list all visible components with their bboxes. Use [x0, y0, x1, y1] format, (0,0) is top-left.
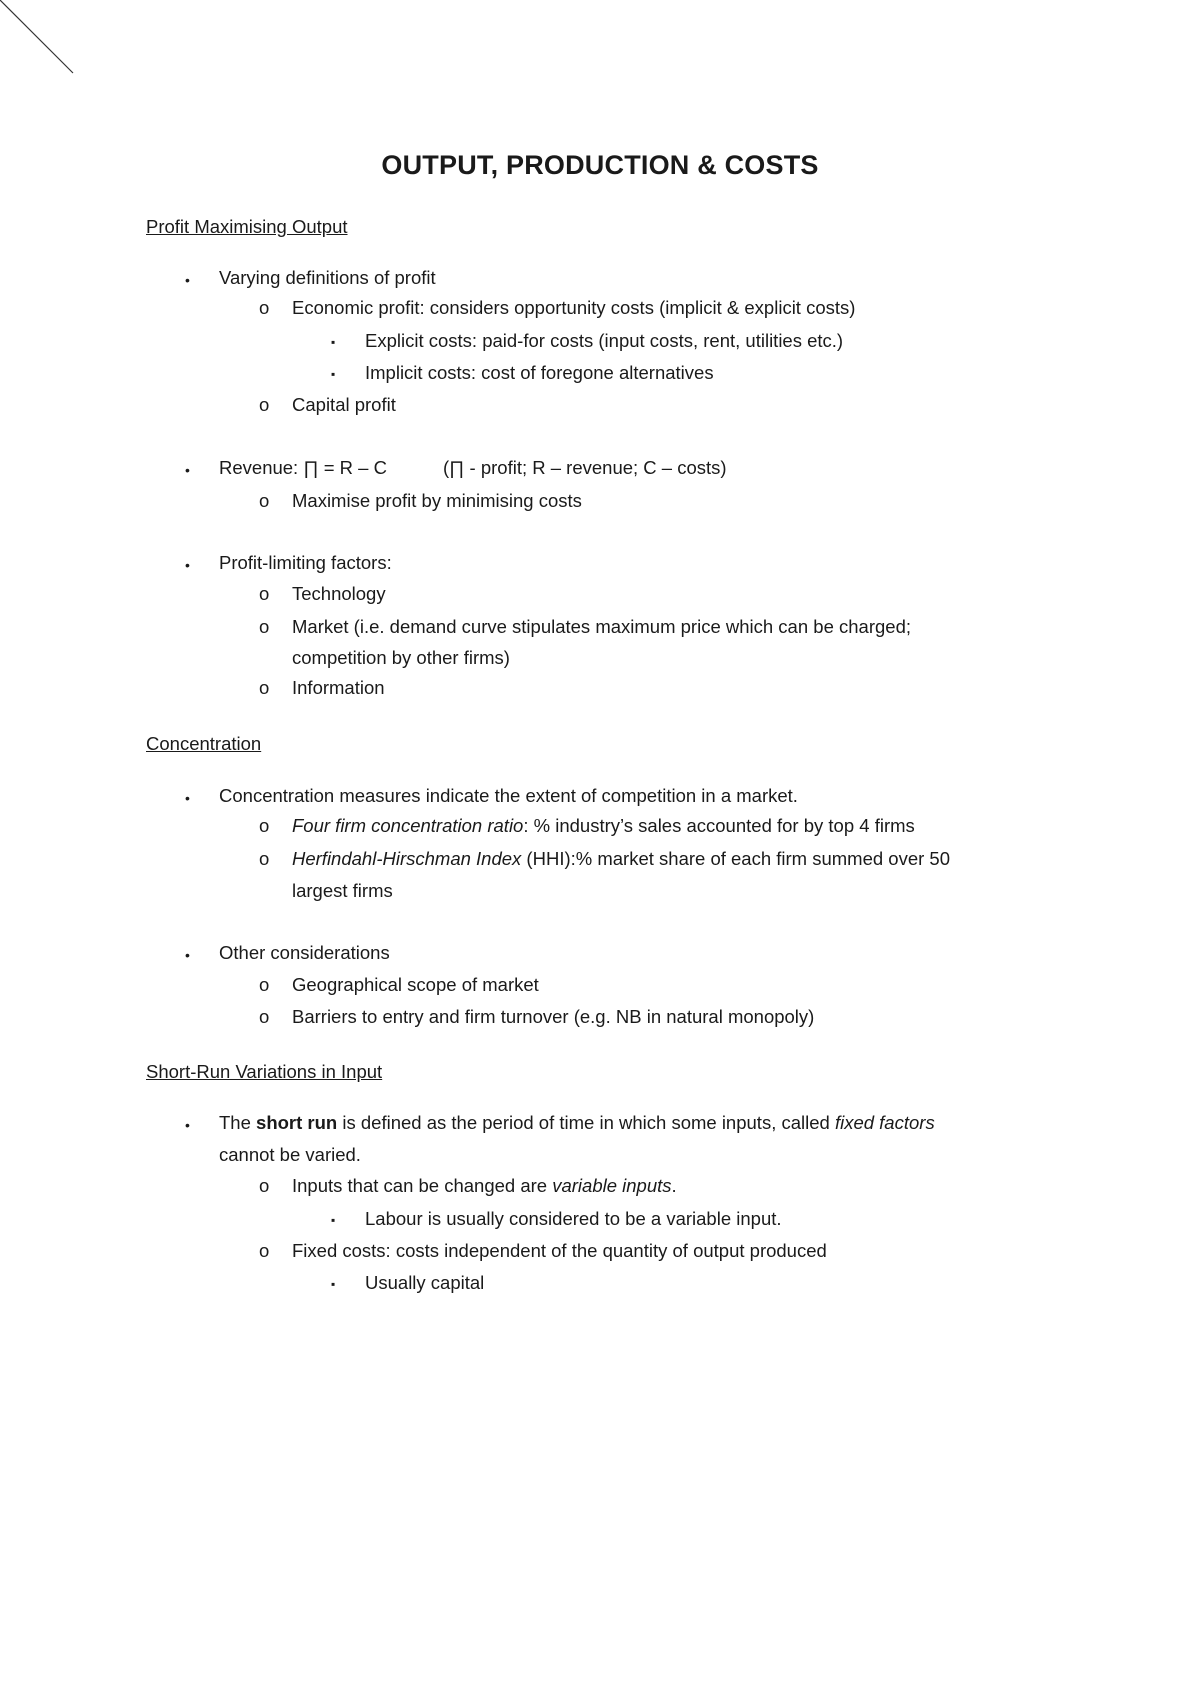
- term-fixed-factors: fixed factors: [834, 1112, 935, 1133]
- bullet-marker: •: [185, 272, 190, 288]
- definition-text: (HHI):% market share of each firm summed over 50: [521, 848, 951, 869]
- square-bullet-marker: ▪: [331, 1277, 336, 1291]
- list-item: Varying definitions of profit: [219, 267, 436, 288]
- square-bullet-marker: ▪: [331, 1213, 336, 1227]
- sub-bullet-marker: o: [259, 848, 270, 869]
- list-item-continuation: largest firms: [292, 880, 393, 901]
- text-run: is defined as the period of time in which some inputs, called: [337, 1112, 835, 1133]
- list-item: Capital profit: [292, 394, 396, 415]
- list-item: Usually capital: [365, 1272, 485, 1293]
- text-run: .: [671, 1175, 677, 1196]
- bullet-marker: •: [185, 1117, 190, 1133]
- section-heading-concentration: Concentration: [146, 733, 262, 754]
- list-item: Geographical scope of market: [292, 974, 539, 995]
- definition-text: : % industry’s sales accounted for by top 4 firms: [523, 815, 915, 836]
- list-item: Maximise profit by minimising costs: [292, 490, 582, 511]
- list-item: Other considerations: [219, 942, 390, 963]
- bullet-marker: •: [185, 947, 190, 963]
- list-item: Economic profit: considers opportunity costs (implicit & explicit costs): [292, 297, 856, 318]
- square-bullet-marker: ▪: [331, 335, 336, 349]
- list-item: [292, 1175, 677, 1197]
- sub-bullet-marker: o: [259, 297, 270, 318]
- sub-bullet-marker: o: [259, 616, 270, 637]
- corner-diagonal-line: [0, 0, 80, 80]
- list-item: Information: [292, 677, 385, 698]
- document-title: OUTPUT, PRODUCTION & COSTS: [381, 150, 819, 180]
- list-item: Implicit costs: cost of foregone alternatives: [365, 362, 714, 383]
- list-item: [292, 848, 950, 870]
- list-item: Explicit costs: paid-for costs (input costs, rent, utilities etc.): [365, 330, 844, 351]
- sub-bullet-marker: o: [259, 1175, 270, 1196]
- revenue-formula-legend: (∏ - profit; R – revenue; C – costs): [443, 457, 727, 478]
- list-item: Concentration measures indicate the extent of competition in a market.: [219, 785, 798, 806]
- sub-bullet-marker: o: [259, 583, 270, 604]
- sub-bullet-marker: o: [259, 490, 270, 511]
- sub-bullet-marker: o: [259, 1240, 270, 1261]
- list-item: Labour is usually considered to be a variable input.: [365, 1208, 782, 1229]
- list-item-continuation: competition by other firms): [292, 647, 510, 668]
- list-item: Market (i.e. demand curve stipulates maximum price which can be charged;: [292, 616, 911, 637]
- sub-bullet-marker: o: [259, 974, 270, 995]
- list-item: Fixed costs: costs independent of the quantity of output produced: [292, 1240, 827, 1261]
- term-short-run: short run: [256, 1112, 338, 1133]
- bullet-marker: •: [185, 462, 190, 478]
- list-item-continuation: cannot be varied.: [219, 1144, 361, 1165]
- list-item: Profit-limiting factors:: [219, 552, 392, 573]
- list-item: Technology: [292, 583, 386, 604]
- term-variable-inputs: variable inputs: [552, 1175, 672, 1196]
- sub-bullet-marker: o: [259, 677, 270, 698]
- square-bullet-marker: ▪: [331, 367, 336, 381]
- bullet-marker: •: [185, 790, 190, 806]
- bullet-marker: •: [185, 557, 190, 573]
- section-heading-profit-maximising-output: Profit Maximising Output: [146, 216, 348, 237]
- term-hhi: Herfindahl-Hirschman Index: [292, 848, 522, 869]
- sub-bullet-marker: o: [259, 394, 270, 415]
- section-heading-short-run-variations: Short-Run Variations in Input: [146, 1061, 383, 1082]
- text-run: Inputs that can be changed are: [292, 1175, 553, 1196]
- term-four-firm-ratio: Four firm concentration ratio: [292, 815, 524, 836]
- sub-bullet-marker: o: [259, 815, 270, 836]
- list-item: [292, 815, 915, 837]
- text-run: The: [219, 1112, 257, 1133]
- list-item: Barriers to entry and firm turnover (e.g. NB in natural monopoly): [292, 1006, 815, 1027]
- list-item: Revenue: ∏ = R – C: [219, 457, 387, 478]
- list-item: [219, 1112, 935, 1134]
- sub-bullet-marker: o: [259, 1006, 270, 1027]
